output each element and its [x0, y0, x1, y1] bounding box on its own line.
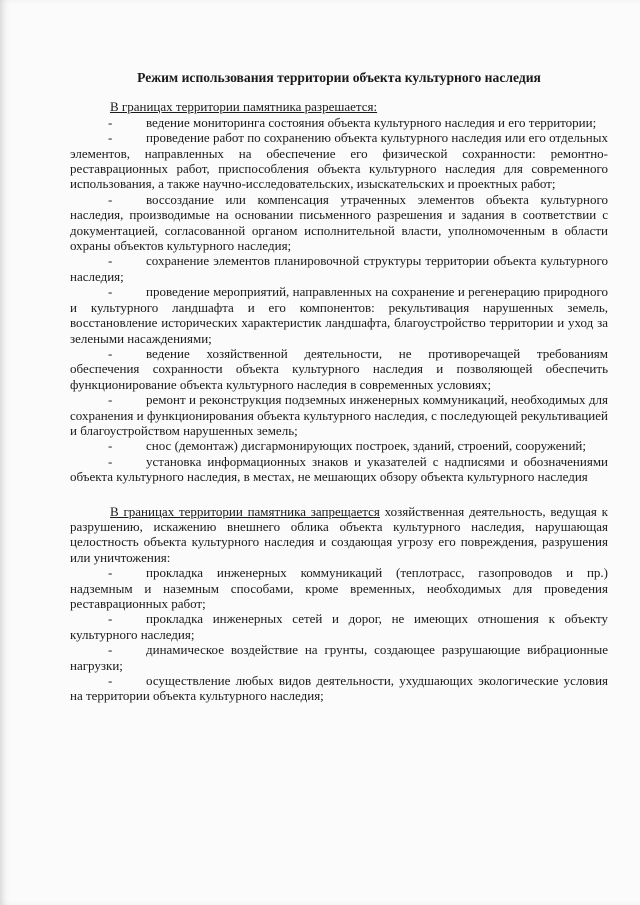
list-dash: -	[108, 673, 113, 689]
prohibited-list	[70, 565, 608, 704]
list-item	[70, 392, 608, 438]
list-item	[70, 454, 608, 485]
list-dash: -	[108, 130, 113, 146]
list-item-text: ведение хозяйственной деятельности, не противоречащей требованиям обеспечения сохранности объекта культурного наследия и позволяющей обеспечить функционирование объекта культурного наследия в современных условиях;	[70, 345, 608, 392]
list-item-text: проведение работ по сохранению объекта культурного наследия или его отдельных элементов, направленных на обеспечение его физической сохранности: ремонтно-реставрационных работ, приспособления объекта культурного наследия для современного использования, а также научно-исследовательских, изыскательских и проектных работ;	[70, 130, 608, 192]
list-item-text: воссоздание или компенсация утраченных элементов объекта культурного наследия, производимые на основании письменного разрешения и задания в соответствии с документацией, согласованной органом исполнительной власти, уполномоченным в области охраны объектов культурного наследия;	[70, 191, 608, 254]
list-item-text: снос (демонтаж) дисгармонирующих построек, зданий, строений, сооружений;	[146, 438, 586, 454]
list-dash: -	[108, 253, 113, 269]
list-item-text: прокладка инженерных сетей и дорог, не имеющих отношения к объекту культурного наследия;	[70, 611, 608, 642]
list-item	[70, 130, 608, 192]
list-dash: -	[108, 345, 113, 361]
list-item-text: динамическое воздействие на грунты, создающее разрушающие вибрационные нагрузки;	[70, 642, 608, 673]
list-dash: -	[108, 191, 113, 207]
list-item	[70, 673, 608, 704]
list-dash: -	[108, 453, 113, 469]
list-item	[70, 346, 608, 392]
allowed-heading-text: В границах территории памятника разрешается:	[110, 99, 378, 115]
list-item	[70, 565, 608, 611]
list-item	[70, 192, 608, 254]
list-item-text: ремонт и реконструкция подземных инженерных коммуникаций, необходимых для сохранения и функционирования объекта культурного наследия, с последующей рекультивацией и благоустройством нарушенных земель;	[70, 392, 608, 438]
list-dash: -	[108, 611, 113, 627]
list-item	[70, 438, 608, 453]
list-item-text: сохранение элементов планировочной структуры территории объекта культурного наследия;	[70, 253, 608, 284]
list-item-text: проведение мероприятий, направленных на сохранение и регенерацию природного и культурного ландшафта и его компонентов: рекультивация нарушенных земель, восстановление исторических характеристик ландшафта, благоустройство территории и уход за зелеными насаждениями;	[70, 284, 608, 346]
document-body	[70, 70, 608, 704]
list-dash: -	[108, 642, 113, 658]
list-dash: -	[108, 565, 113, 581]
allowed-list	[70, 115, 608, 485]
list-dash: -	[108, 114, 113, 130]
list-item	[70, 253, 608, 284]
list-item-text: прокладка инженерных коммуникаций (теплотрасс, газопроводов и пр.) надземным и наземным способами, кроме временных, необходимых для проведения реставрационных работ;	[70, 565, 608, 611]
list-item	[70, 611, 608, 642]
list-dash: -	[108, 392, 113, 408]
list-item-text: ведение мониторинга состояния объекта культурного наследия и его территории;	[146, 114, 597, 130]
prohibited-heading-text: В границах территории памятника запрещается	[110, 503, 380, 519]
document-title: Режим использования территории объекта культурного наследия	[137, 70, 541, 85]
list-item	[70, 115, 608, 130]
list-item	[70, 642, 608, 673]
list-dash: -	[108, 438, 113, 454]
section-spacer	[70, 485, 608, 504]
list-item-text: осуществление любых видов деятельности, ухудшающих экологические условия на территории объекта культурного наследия;	[70, 673, 608, 704]
prohibited-intro-text: хозяйственная деятельность, ведущая к разрушению, искажению внешнего облика объекта культурного наследия, нарушающая целостность объекта культурного наследия и создающая угрозу его повреждения, разрушения или уничтожения:	[70, 503, 608, 565]
list-item	[70, 284, 608, 346]
allowed-section-heading	[70, 99, 608, 114]
list-dash: -	[108, 284, 113, 300]
prohibited-section-intro	[70, 504, 608, 566]
list-item-text: установка информационных знаков и указателей с надписями и обозначениями объекта культурного наследия, в местах, не мешающих обзору объекта культурного наследия	[70, 453, 608, 485]
